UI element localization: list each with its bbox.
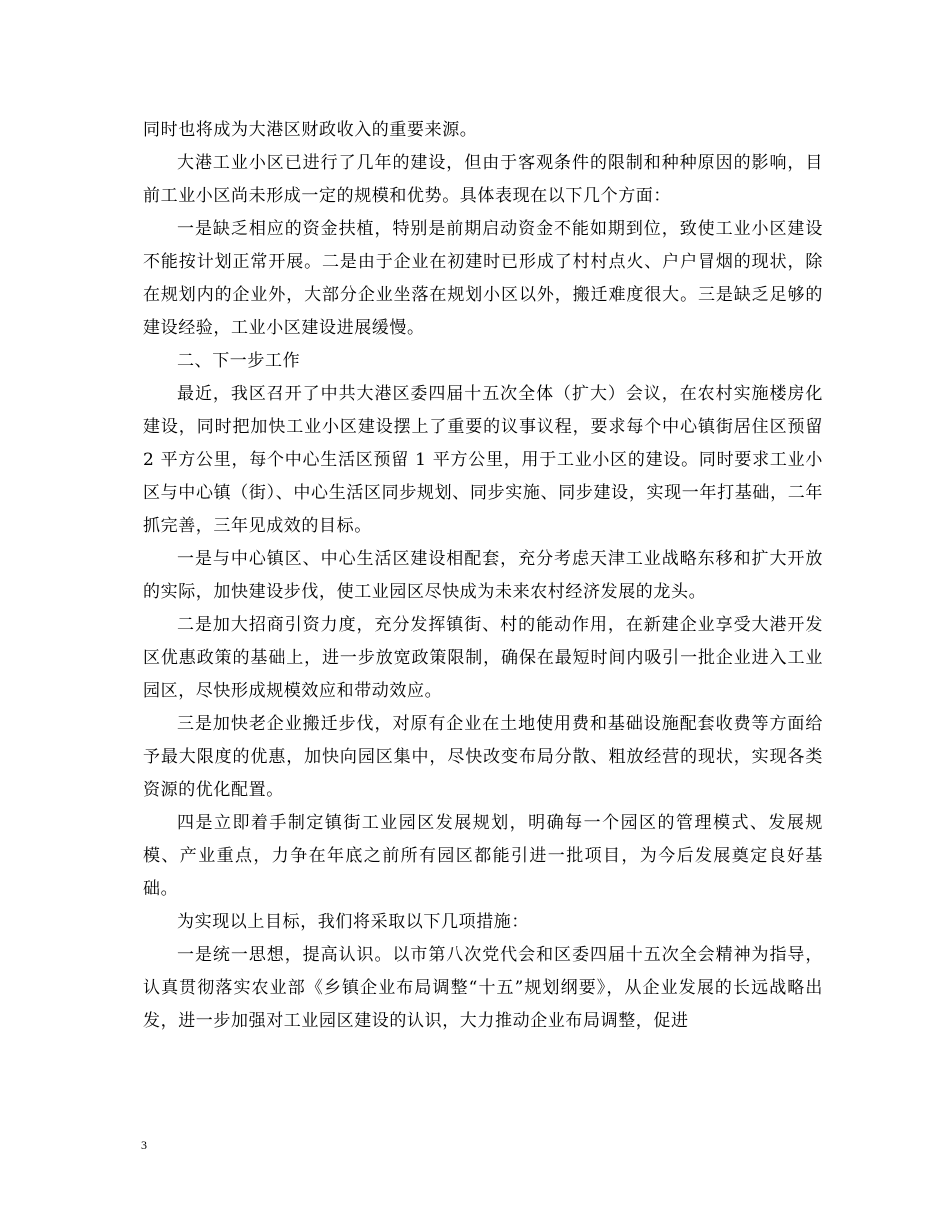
paragraph-10: 为实现以上目标，我们将采取以下几项措施： <box>177 912 529 932</box>
paragraph-2: 大港工业小区已进行了几年的建设，但由于客观条件的限制和种种原因的影响，目前工业小区尚未形成一定的规模和优势。具体表现在以下几个方面： <box>143 153 823 206</box>
paragraph-1: 同时也将成为大港区财政收入的重要来源。 <box>143 120 478 140</box>
paragraph-6: 一是与中心镇区、中心生活区建设相配套，充分考虑天津工业战略东移和扩大开放的实际，加快建设步伐，使工业园区尽快成为未来农村经济发展的龙头。 <box>143 549 823 602</box>
paragraph-8: 三是加快老企业搬迁步伐，对原有企业在土地使用费和基础设施配套收费等方面给予最大限度的优惠，加快向园区集中，尽快改变布局分散、粗放经营的现状，实现各类资源的优化配置。 <box>143 714 823 800</box>
page-number: 3 <box>141 1138 147 1152</box>
section-heading-next-steps: 二、下一步工作 <box>177 351 301 371</box>
paragraph-3: 一是缺乏相应的资金扶植，特别是前期启动资金不能如期到位，致使工业小区建设不能按计划正常开展。二是由于企业在初建时已形成了村村点火、户户冒烟的现状，除在规划内的企业外，大部分企业坐落在规划小区以外，搬迁难度很大。三是缺乏足够的建设经验，工业小区建设进展缓慢。 <box>143 219 823 338</box>
paragraph-9: 四是立即着手制定镇街工业园区发展规划，明确每一个园区的管理模式、发展规模、产业重点，力争在年底之前所有园区都能引进一批项目，为今后发展奠定良好基础。 <box>143 813 823 899</box>
paragraph-7: 二是加大招商引资力度，充分发挥镇街、村的能动作用，在新建企业享受大港开发区优惠政策的基础上，进一步放宽政策限制，确保在最短时间内吸引一批企业进入工业园区，尽快形成规模效应和带动效应。 <box>143 615 823 701</box>
document-body <box>143 114 823 1038</box>
paragraph-11: 一是统一思想，提高认识。以市第八次党代会和区委四届十五次全会精神为指导，认真贯彻落实农业部《乡镇企业布局调整“十五”规划纲要》，从企业发展的长远战略出发，进一步加强对工业园区建设的认识，大力推动企业布局调整，促进 <box>143 945 823 1031</box>
paragraph-5: 最近，我区召开了中共大港区委四届十五次全体（扩大）会议，在农村实施楼房化建设，同时把加快工业小区建设摆上了重要的议事议程，要求每个中心镇街居住区预留 2 平方公里，每个中心生活区预留 1 平方公里，用于工业小区的建设。同时要求工业小区与中心镇（街）、中心生活区同步规划、同步实施、同步建设，实现一年打基础，二年抓完善，三年见成效的目标。 <box>143 384 823 536</box>
